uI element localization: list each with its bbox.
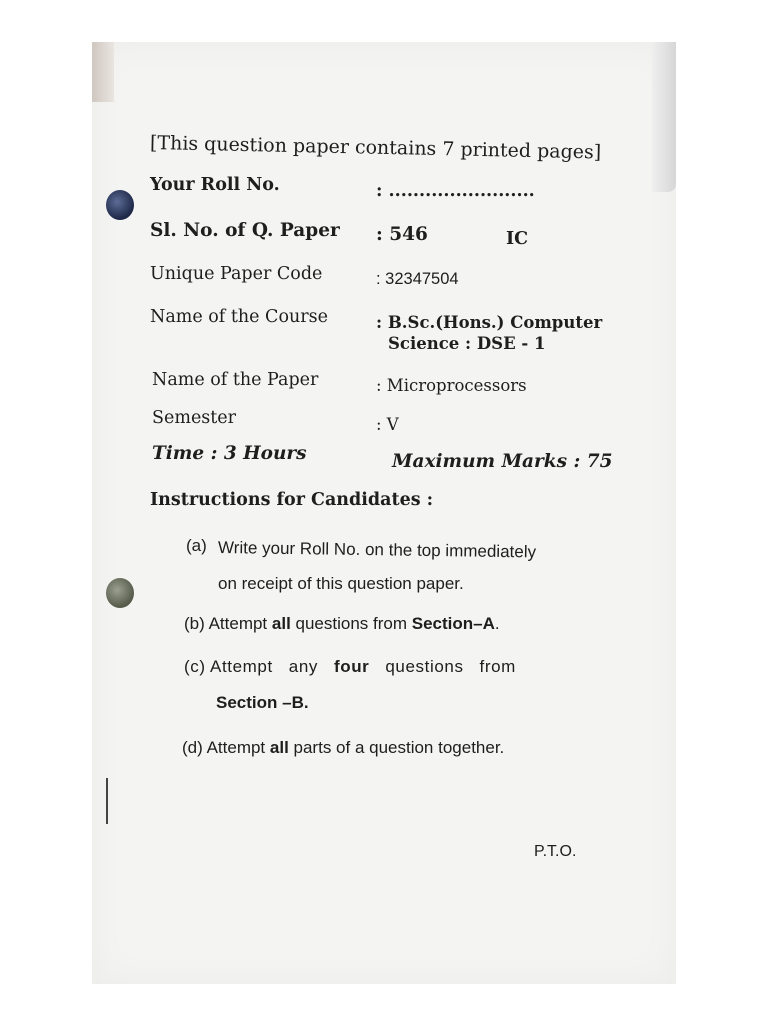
instruction-b-mid: questions from bbox=[290, 614, 412, 633]
instruction-b-bold-section: Section–A bbox=[411, 614, 495, 633]
sl-no-value: : 546 bbox=[376, 224, 428, 245]
instruction-d bbox=[182, 737, 504, 759]
upc-label: Unique Paper Code bbox=[150, 264, 323, 284]
time-allowed: Time : 3 Hours bbox=[152, 443, 307, 464]
paper-value: : Microprocessors bbox=[376, 376, 527, 395]
instruction-c-end: questions from bbox=[369, 657, 516, 676]
course-value-line2: Science : DSE - 1 bbox=[388, 334, 546, 353]
paper-label: Name of the Paper bbox=[152, 370, 319, 390]
instruction-a-line1: Write your Roll No. on the top immediately bbox=[217, 538, 537, 562]
instruction-d-end: parts of a question together. bbox=[288, 738, 505, 757]
instruction-c-marker: (c) bbox=[184, 657, 206, 676]
instruction-b-bold-all: all bbox=[271, 614, 291, 633]
instruction-a-marker: (a) bbox=[186, 536, 207, 555]
paper-curl-edge bbox=[652, 42, 676, 192]
instruction-b-marker: (b) bbox=[184, 614, 205, 633]
semester-value: : V bbox=[376, 415, 399, 434]
instruction-d-marker: (d) bbox=[182, 738, 203, 757]
instruction-b-pre: Attempt bbox=[208, 614, 272, 633]
instruction-c bbox=[184, 656, 516, 678]
instruction-b bbox=[184, 613, 500, 635]
semester-label: Semester bbox=[152, 408, 237, 428]
instruction-c-bold: four bbox=[333, 657, 370, 676]
pto-marker: P.T.O. bbox=[534, 843, 577, 860]
margin-pen-mark bbox=[106, 778, 108, 824]
course-value-line1: : B.Sc.(Hons.) Computer bbox=[376, 313, 603, 332]
punch-hole-bottom bbox=[106, 578, 134, 608]
roll-no-value: : ........................ bbox=[376, 181, 535, 201]
instruction-d-pre: Attempt bbox=[206, 738, 270, 757]
sl-no-code: IC bbox=[506, 229, 529, 249]
instruction-c-line2: Section –B. bbox=[216, 693, 309, 712]
roll-no-label: Your Roll No. bbox=[150, 175, 280, 195]
instruction-b-end: . bbox=[494, 614, 500, 633]
max-marks: Maximum Marks : 75 bbox=[392, 451, 613, 472]
upc-value: : 32347504 bbox=[376, 270, 459, 288]
pages-note: [This question paper contains 7 printed pages] bbox=[149, 132, 602, 164]
course-label: Name of the Course bbox=[150, 307, 328, 327]
sl-no-label: Sl. No. of Q. Paper bbox=[150, 220, 340, 241]
instruction-d-bold: all bbox=[269, 738, 289, 757]
instructions-heading: Instructions for Candidates : bbox=[150, 490, 434, 510]
instruction-a-line2: on receipt of this question paper. bbox=[218, 574, 464, 593]
punch-hole-top bbox=[106, 190, 134, 220]
paper-fold-edge bbox=[92, 42, 114, 102]
instruction-c-pre: Attempt any bbox=[210, 657, 334, 676]
